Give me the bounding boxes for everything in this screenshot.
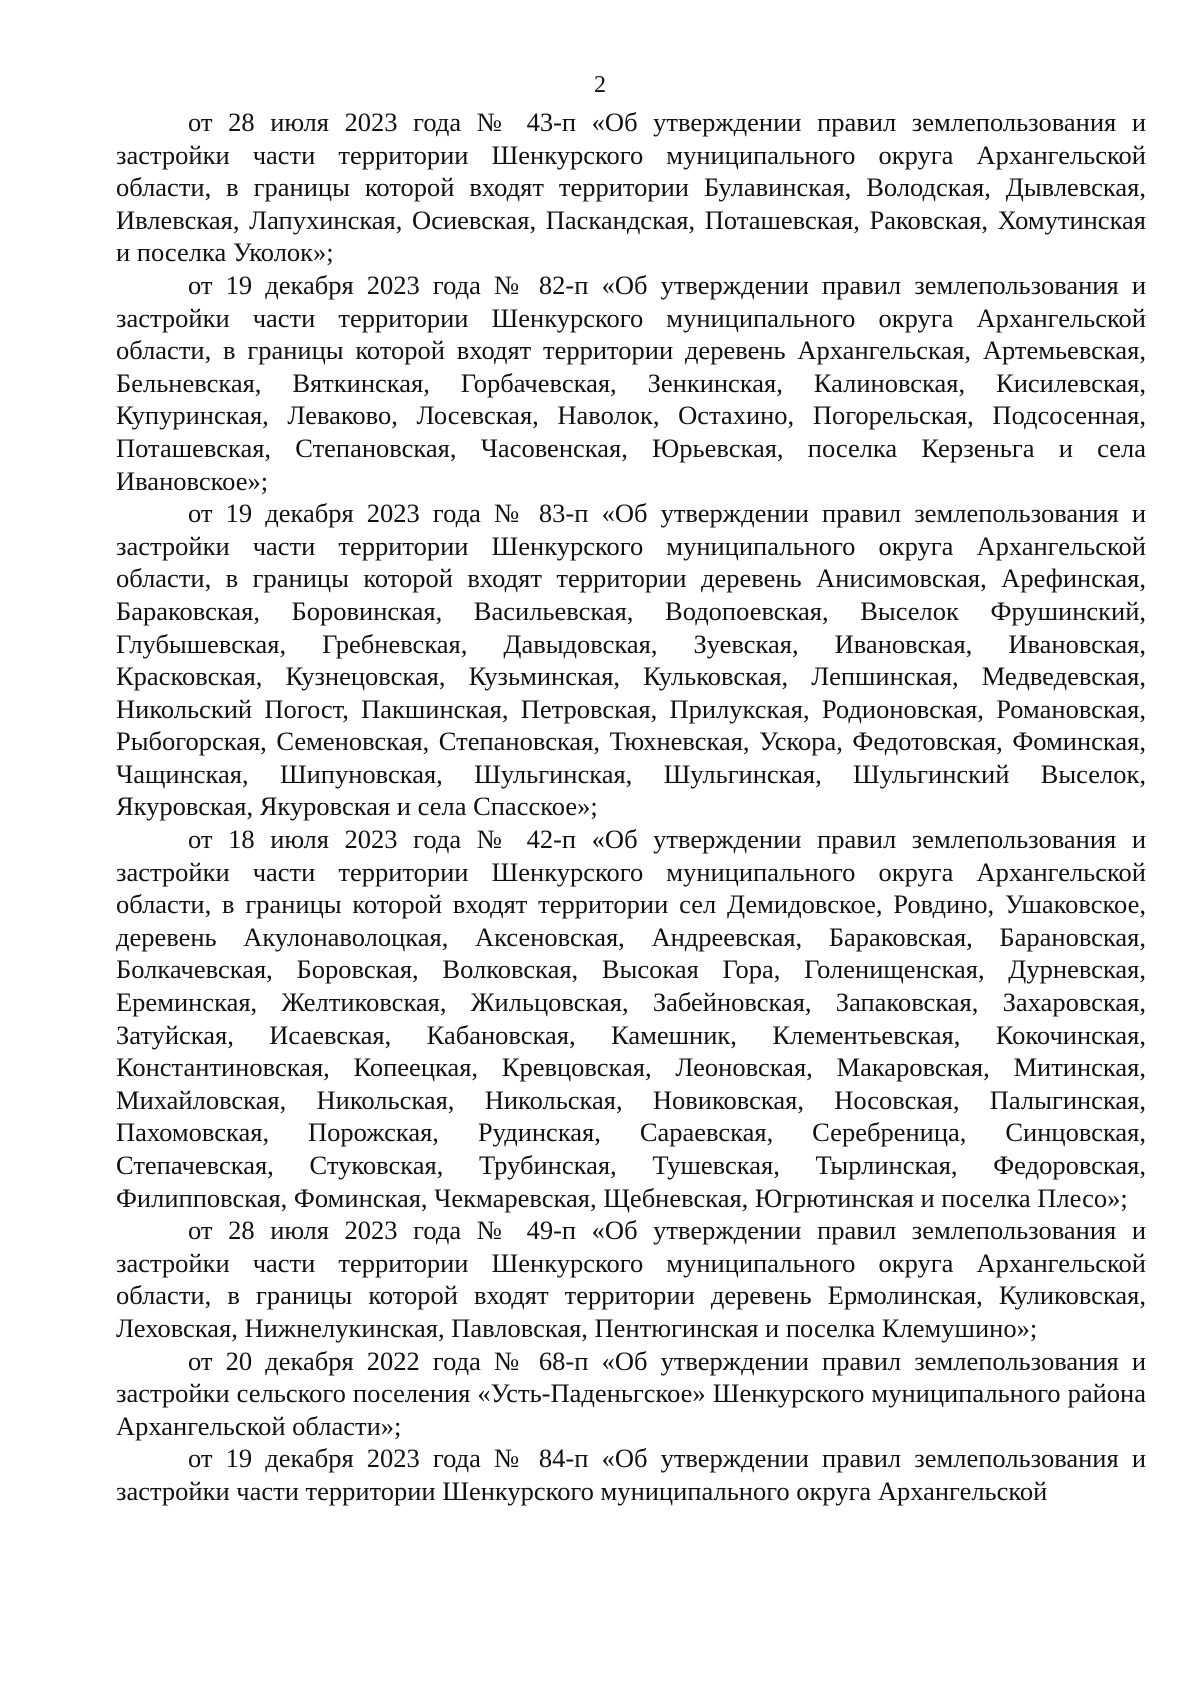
- paragraph-resolution-82p: от 19 декабря 2023 года № 82-п «Об утверждении правил землепользования и застройки части территории Шенкурского муниципального округа Архангельской области, в границы которой входят территории деревень Архангельская, Артемьевская, Бельневская, Вяткинская, Горбачевская, Зенкинская, Калиновская, Кисилевская, Купуринская, Леваково, Лосевская, Наволок, Остахино, Погорельская, Подсосенная, Поташевская, Степановская, Часовенская, Юрьевская, поселка Керзеньга и села Ивановское»;: [116, 269, 1146, 496]
- paragraph-resolution-49p: от 28 июля 2023 года № 49-п «Об утверждении правил землепользования и застройки части территории Шенкурского муниципального округа Архангельской области, в границы которой входят территории деревень Ермолинская, Куликовская, Леховская, Нижнелукинская, Павловская, Пентюгинская и поселка Клемушино»;: [116, 1215, 1146, 1343]
- paragraph-resolution-43p: от 28 июля 2023 года № 43-п «Об утверждении правил землепользования и застройки части территории Шенкурского муниципального округа Архангельской области, в границы которой входят территории Булавинская, Володская, Дывлевская, Ивлевская, Лапухинская, Осиевская, Паскандская, Поташевская, Раковская, Хомутинская и поселка Уколок»;: [116, 107, 1146, 268]
- paragraph-resolution-42p: от 18 июля 2023 года № 42-п «Об утверждении правил землепользования и застройки части территории Шенкурского муниципального округа Архангельской области, в границы которой входят территории сел Демидовское, Ровдино, Ушаковское, деревень Акулонаволоцкая, Аксеновская, Андреевская, Бараковская, Барановская, Болкачевская, Боровская, Волковская, Высокая Гора, Голенищенская, Дурневская, Ереминская, Желтиковская, Жильцовская, Забейновская, Запаковская, Захаровская, Затуйская, Исаевская, Кабановская, Камешник, Клементьевская, Кокочинская, Константиновская, Копеецкая, Кревцовская, Леоновская, Макаровская, Митинская, Михайловская, Никольская, Никольская, Новиковская, Носовская, Палыгинская, Пахомовская, Порожская, Рудинская, Сараевская, Серебреница, Синцовская, Степачевская, Стуковская, Трубинская, Тушевская, Тырлинская, Федоровская, Филипповская, Фоминская, Чекмаревская, Щебневская, Югрютинская и поселка Плесо»;: [116, 824, 1146, 1213]
- paragraph-resolution-68p: от 20 декабря 2022 года № 68-п «Об утверждении правил землепользования и застройки сельского поселения «Усть-Паденьгское» Шенкурского муниципального района Архангельской области»;: [116, 1345, 1146, 1441]
- document-body: [116, 106, 1146, 1508]
- page-number: 2: [594, 72, 606, 98]
- paragraph-resolution-83p: от 19 декабря 2023 года № 83-п «Об утверждении правил землепользования и застройки части территории Шенкурского муниципального округа Архангельской области, в границы которой входят территории деревень Анисимовская, Арефинская, Бараковская, Боровинская, Васильевская, Водопоевская, Выселок Фрушинский, Глубышевская, Гребневская, Давыдовская, Зуевская, Ивановская, Ивановская, Красковская, Кузнецовская, Кузьминская, Кульковская, Лепшинская, Медведевская, Никольский Погост, Пакшинская, Петровская, Прилукская, Родионовская, Романовская, Рыбогорская, Семеновская, Степановская, Тюхневская, Ускора, Федотовская, Фоминская, Чащинская, Шипуновская, Шульгинская, Шульгинская, Шульгинский Выселок, Якуровская, Якуровская и села Спасское»;: [116, 498, 1146, 822]
- paragraph-resolution-84p: от 19 декабря 2023 года № 84-п «Об утверждении правил землепользования и застройки части территории Шенкурского муниципального округа Архангельской: [116, 1443, 1146, 1506]
